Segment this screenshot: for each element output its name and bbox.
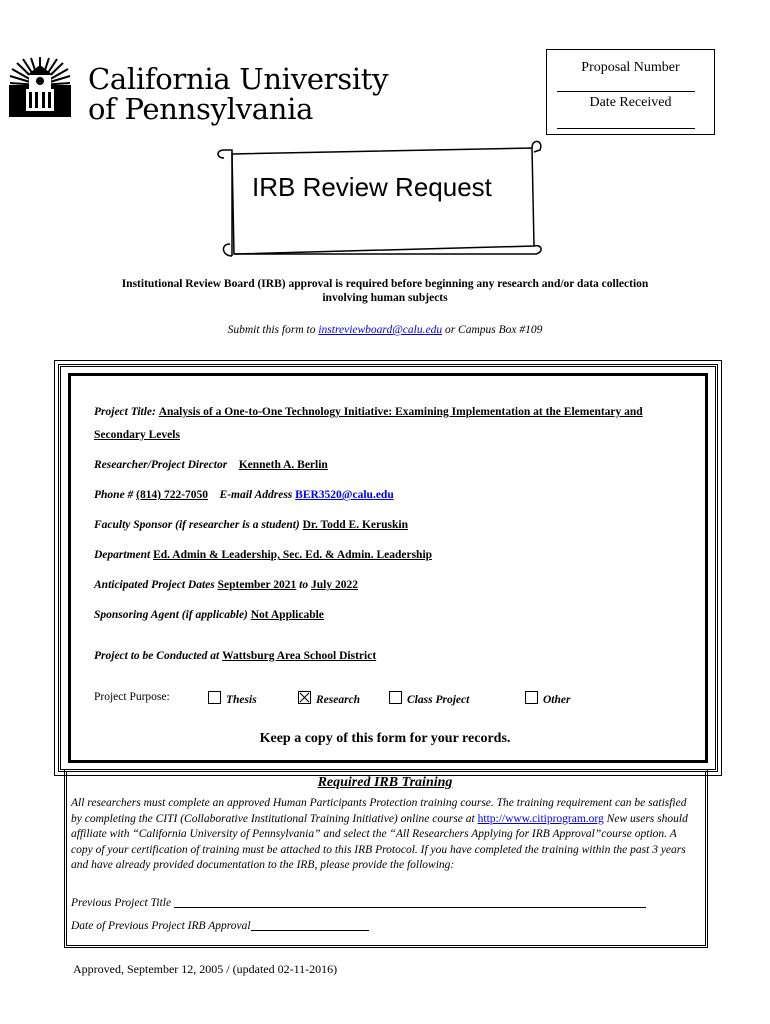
department-label: Department: [94, 549, 151, 561]
phone-value[interactable]: (814) 722-7050: [136, 489, 209, 501]
approval-footer: Approved, September 12, 2005 / (updated 02-11-2016): [73, 962, 338, 976]
project-title-label: Project Title:: [94, 406, 156, 418]
location-value[interactable]: Wattsburg Area School District: [222, 650, 377, 662]
proposal-number-field[interactable]: [557, 91, 695, 92]
previous-date-label: Date of Previous Project IRB Approval: [71, 920, 251, 932]
researcher-row: [94, 459, 328, 471]
irb-requirement-line1: Institutional Review Board (IRB) approval is required before beginning any research and/or data collection: [121, 278, 649, 290]
sponsor-row: [94, 609, 324, 621]
class-project-label: Class Project: [407, 694, 470, 706]
irb-requirement-line2: involving human subjects: [322, 292, 448, 304]
training-title: Required IRB Training: [317, 775, 453, 790]
dates-row: [94, 579, 358, 591]
contact-row: [94, 489, 394, 501]
faculty-value[interactable]: Dr. Todd E. Keruskin: [302, 519, 408, 531]
project-title-row-2: [94, 429, 180, 441]
email-value[interactable]: BER3520@calu.edu: [295, 489, 394, 501]
other-checkbox[interactable]: [525, 691, 538, 704]
department-value[interactable]: Ed. Admin & Leadership, Sec. Ed. & Admin. Leadership: [153, 549, 433, 561]
submit-instructions: [0, 324, 770, 336]
purpose-option-class-project[interactable]: [389, 691, 469, 706]
thesis-label: Thesis: [226, 694, 257, 706]
purpose-label: Project Purpose:: [94, 691, 170, 703]
faculty-label: Faculty Sponsor (if researcher is a student): [94, 519, 300, 531]
irb-email-link[interactable]: instreviewboard@calu.edu: [318, 324, 443, 336]
research-checkbox[interactable]: [298, 691, 311, 704]
end-date-value[interactable]: July 2022: [311, 579, 358, 591]
thesis-checkbox[interactable]: [208, 691, 221, 704]
university-name: [88, 64, 388, 124]
purpose-option-research[interactable]: [298, 691, 360, 706]
university-name-line2: of Pennsylvania: [88, 92, 314, 126]
training-text-1: All researchers must complete an approved Human Participants Protection training course. The training requirement can be satisfied by completing the CITI (Collaborative Institutional Training Initiative) online course at: [71, 797, 687, 825]
citi-link[interactable]: http://www.citiprogram.org: [477, 812, 604, 825]
dates-label: Anticipated Project Dates: [94, 579, 215, 591]
training-description: [71, 796, 699, 874]
class-project-checkbox[interactable]: [389, 691, 402, 704]
research-label: Research: [316, 694, 361, 706]
office-use-box: [546, 49, 715, 135]
researcher-value[interactable]: Kenneth A. Berlin: [238, 459, 328, 471]
submit-prefix: Submit this form to: [227, 324, 319, 336]
location-label: Project to be Conducted at: [94, 650, 220, 662]
form-title: IRB Review Request: [252, 172, 492, 202]
start-date-value[interactable]: September 2021: [217, 579, 297, 591]
keep-copy-note: Keep a copy of this form for your records.: [259, 731, 511, 746]
other-label: Other: [543, 694, 571, 706]
previous-date-field[interactable]: [251, 930, 369, 931]
submit-suffix: or Campus Box #109: [442, 324, 543, 336]
university-seal-logo: [9, 55, 71, 117]
previous-title-field[interactable]: [174, 907, 646, 908]
project-title-value[interactable]: Analysis of a One-to-One Technology Initiative: Examining Implementation at the Elementary and: [158, 406, 643, 418]
sponsor-value[interactable]: Not Applicable: [250, 609, 324, 621]
date-received-label: Date Received: [589, 95, 672, 110]
previous-date-row: [71, 920, 369, 932]
location-row: [94, 650, 376, 662]
faculty-row: [94, 519, 408, 531]
email-label: E-mail Address: [219, 489, 293, 501]
department-row: [94, 549, 432, 561]
date-received-field[interactable]: [557, 128, 695, 129]
previous-title-row: [71, 897, 646, 909]
project-title-value-cont[interactable]: Secondary Levels: [94, 429, 180, 441]
proposal-number-label: Proposal Number: [581, 60, 680, 75]
university-name-line1: California University: [88, 62, 389, 96]
researcher-label: Researcher/Project Director: [94, 459, 228, 471]
previous-title-label: Previous Project Title: [71, 897, 172, 909]
purpose-option-other[interactable]: [525, 691, 570, 706]
phone-label: Phone #: [94, 489, 134, 501]
project-title-row: [94, 406, 643, 418]
purpose-option-thesis[interactable]: [208, 691, 257, 706]
dates-to-label: to: [299, 579, 309, 591]
sponsor-label: Sponsoring Agent (if applicable): [94, 609, 248, 621]
training-text-2: New users should affiliate with “California University of Pennsylvania” and select the “All Researchers Applying for IRB Approval”course option. A copy of your certification of training must be attached to this IRB Protocol. If you have completed the training within the past 3 years and have already provided documentation to the IRB, please provide the following:: [71, 812, 688, 871]
